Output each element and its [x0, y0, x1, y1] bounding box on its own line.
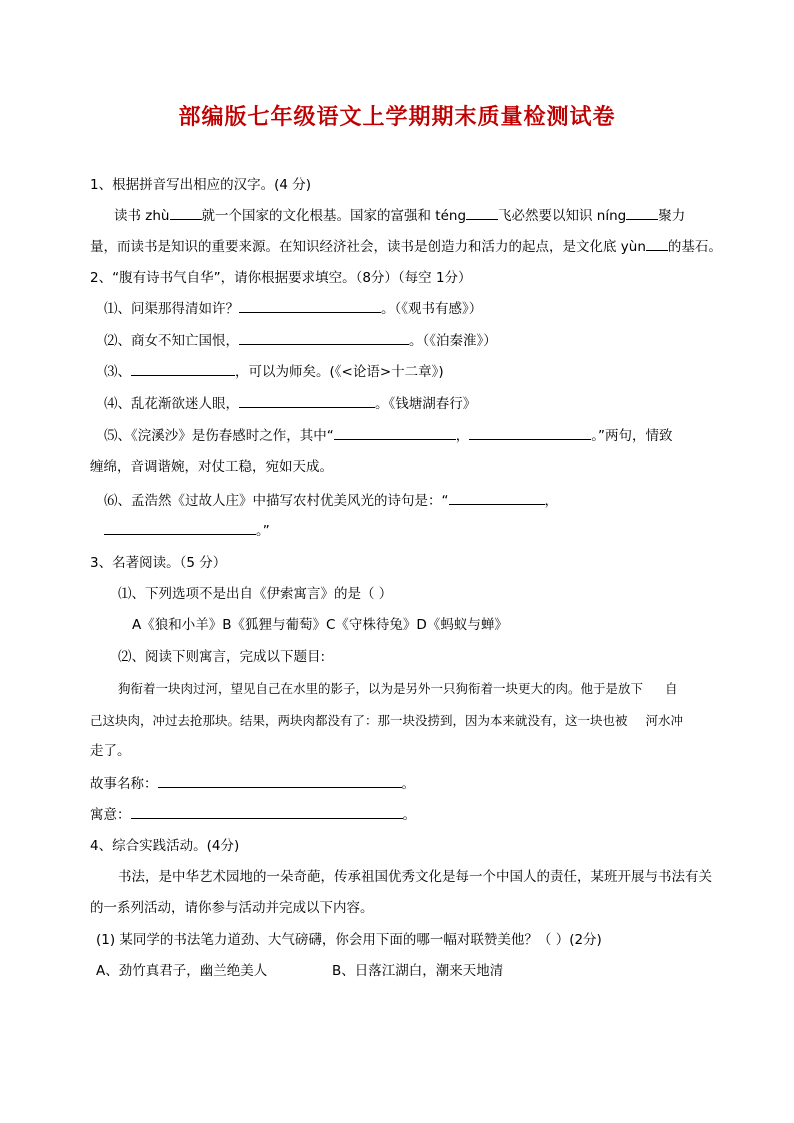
- q1-text: 的基石。: [667, 239, 722, 255]
- q1-text: 就一个国家的文化根基。国家的富强和 téng: [201, 208, 467, 224]
- q2-item-text: 。（《观书有感》）: [381, 301, 483, 317]
- q1-text: 聚力: [658, 208, 686, 224]
- q2-item-3: [104, 361, 444, 382]
- q2-item-text: 。”两句，情致: [591, 428, 673, 444]
- q3-heading: 3、名著阅读。（5 分）: [90, 555, 227, 571]
- moral-line: [90, 804, 416, 825]
- answer-blank[interactable]: [239, 393, 375, 408]
- story-name-blank[interactable]: [158, 773, 402, 788]
- q2-item-5-cont: 缠绵，音调谐婉，对仗工稳，宛如天成。: [90, 459, 333, 475]
- answer-blank[interactable]: [170, 205, 202, 220]
- answer-blank[interactable]: [449, 490, 545, 505]
- q2-item-text: 。《钱塘湖春行》: [375, 396, 477, 412]
- q2-item-text: ⑸、《浣溪沙》是伤春感时之作，其中“: [104, 428, 334, 444]
- story-name-label: 故事名称：: [90, 776, 158, 792]
- q2-item-text: ，可以为师矣。(《<论语>十二章》): [235, 364, 444, 380]
- moral-label: 寓意：: [90, 807, 131, 823]
- fable-line-1: [118, 679, 678, 699]
- q3-sub-2: ⑵、阅读下则寓言，完成以下题目:: [118, 649, 326, 665]
- answer-blank[interactable]: [646, 236, 668, 251]
- q2-item-text: ⑵、商女不知亡国恨，: [104, 333, 239, 349]
- q4-option-a: A、劲竹真君子，幽兰绝美人: [96, 963, 268, 979]
- q3-sub-1: ⑴、下列选项不是出自《伊索寓言》的是（ ）: [118, 586, 393, 602]
- q1-text: 读书 zhù: [114, 208, 170, 224]
- q2-item-text: ⑹、孟浩然《过故人庄》中描写农村优美风光的诗句是：“: [104, 493, 449, 509]
- answer-blank[interactable]: [626, 205, 658, 220]
- fable-text: 河水冲: [645, 713, 684, 728]
- page-title: 部编版七年级语文上学期期末质量检测试卷: [178, 104, 616, 130]
- answer-blank[interactable]: [466, 205, 498, 220]
- q2-item-text: ，: [455, 428, 470, 444]
- fable-line-3: 走了。: [90, 743, 131, 759]
- q2-item-4: [104, 393, 476, 414]
- answer-blank[interactable]: [334, 425, 456, 440]
- q2-item-text: ⑴、问渠那得清如许？: [104, 301, 239, 317]
- answer-blank[interactable]: [131, 361, 235, 376]
- q2-item-text: 。（《泊秦淮》）: [409, 333, 497, 349]
- q4-heading: 4、综合实践活动。(4分): [90, 838, 240, 854]
- q2-heading: 2、“腹有诗书气自华”，请你根据要求填空。（8分）（每空 1分）: [90, 270, 472, 286]
- q2-item-1: [104, 298, 482, 319]
- answer-blank[interactable]: [104, 520, 256, 535]
- q4-paragraph-line2: 的一系列活动，请你参与活动并完成以下内容。: [90, 900, 374, 916]
- q1-heading: 1、根据拼音写出相应的汉字。(4 分): [90, 177, 312, 193]
- moral-blank[interactable]: [131, 804, 403, 819]
- q1-paragraph-line1: [114, 205, 685, 226]
- answer-blank[interactable]: [239, 330, 409, 345]
- story-name-line: [90, 773, 415, 794]
- q2-item-text: ，: [544, 493, 558, 509]
- q4-option-b: B、日落江湖白，潮来天地清: [332, 963, 504, 979]
- q2-item-text: ⑶、: [104, 364, 131, 380]
- q2-item-2: [104, 330, 497, 351]
- q4-sub-1: (1) 某同学的书法笔力道劲、大气磅礴，你会用下面的哪一幅对联赞美他？（ ）(2分): [96, 932, 602, 948]
- punctuation: 。: [402, 807, 416, 823]
- answer-blank[interactable]: [239, 298, 381, 313]
- punctuation: 。: [401, 776, 415, 792]
- q2-item-6: [104, 490, 558, 511]
- q1-text: 飞必然要以知识 níng: [498, 208, 627, 224]
- fable-line-2: [90, 711, 683, 731]
- fable-text: 狗衔着一块肉过河，望见自己在水里的影子，以为是另外一只狗衔着一块更大的肉。他于是放下: [118, 681, 644, 696]
- q2-item-6-cont: [104, 520, 270, 541]
- q2-item-5: [104, 425, 673, 446]
- q2-item-text: 。”: [256, 523, 270, 539]
- q1-text: 量，而读书是知识的重要来源。在知识经济社会，读书是创造力和活力的起点，是文化底 yùn: [90, 239, 646, 255]
- q4-paragraph-line1: 书法，是中华艺术园地的一朵奇葩，传承祖国优秀文化是每一个中国人的责任，某班开展与书法有关: [118, 869, 712, 885]
- q1-paragraph-line2: [90, 236, 722, 257]
- fable-text: 自: [665, 681, 678, 696]
- fable-text: 己这块肉，冲过去抢那块。结果，两块肉都没有了：那一块没捞到，因为本来就没有，这一块也被: [90, 713, 628, 728]
- q3-options: A《狼和小羊》B《狐狸与葡萄》C《守株待兔》D《蚂蚁与蝉》: [132, 617, 508, 633]
- answer-blank[interactable]: [469, 425, 591, 440]
- q2-item-text: ⑷、乱花渐欲迷人眼，: [104, 396, 239, 412]
